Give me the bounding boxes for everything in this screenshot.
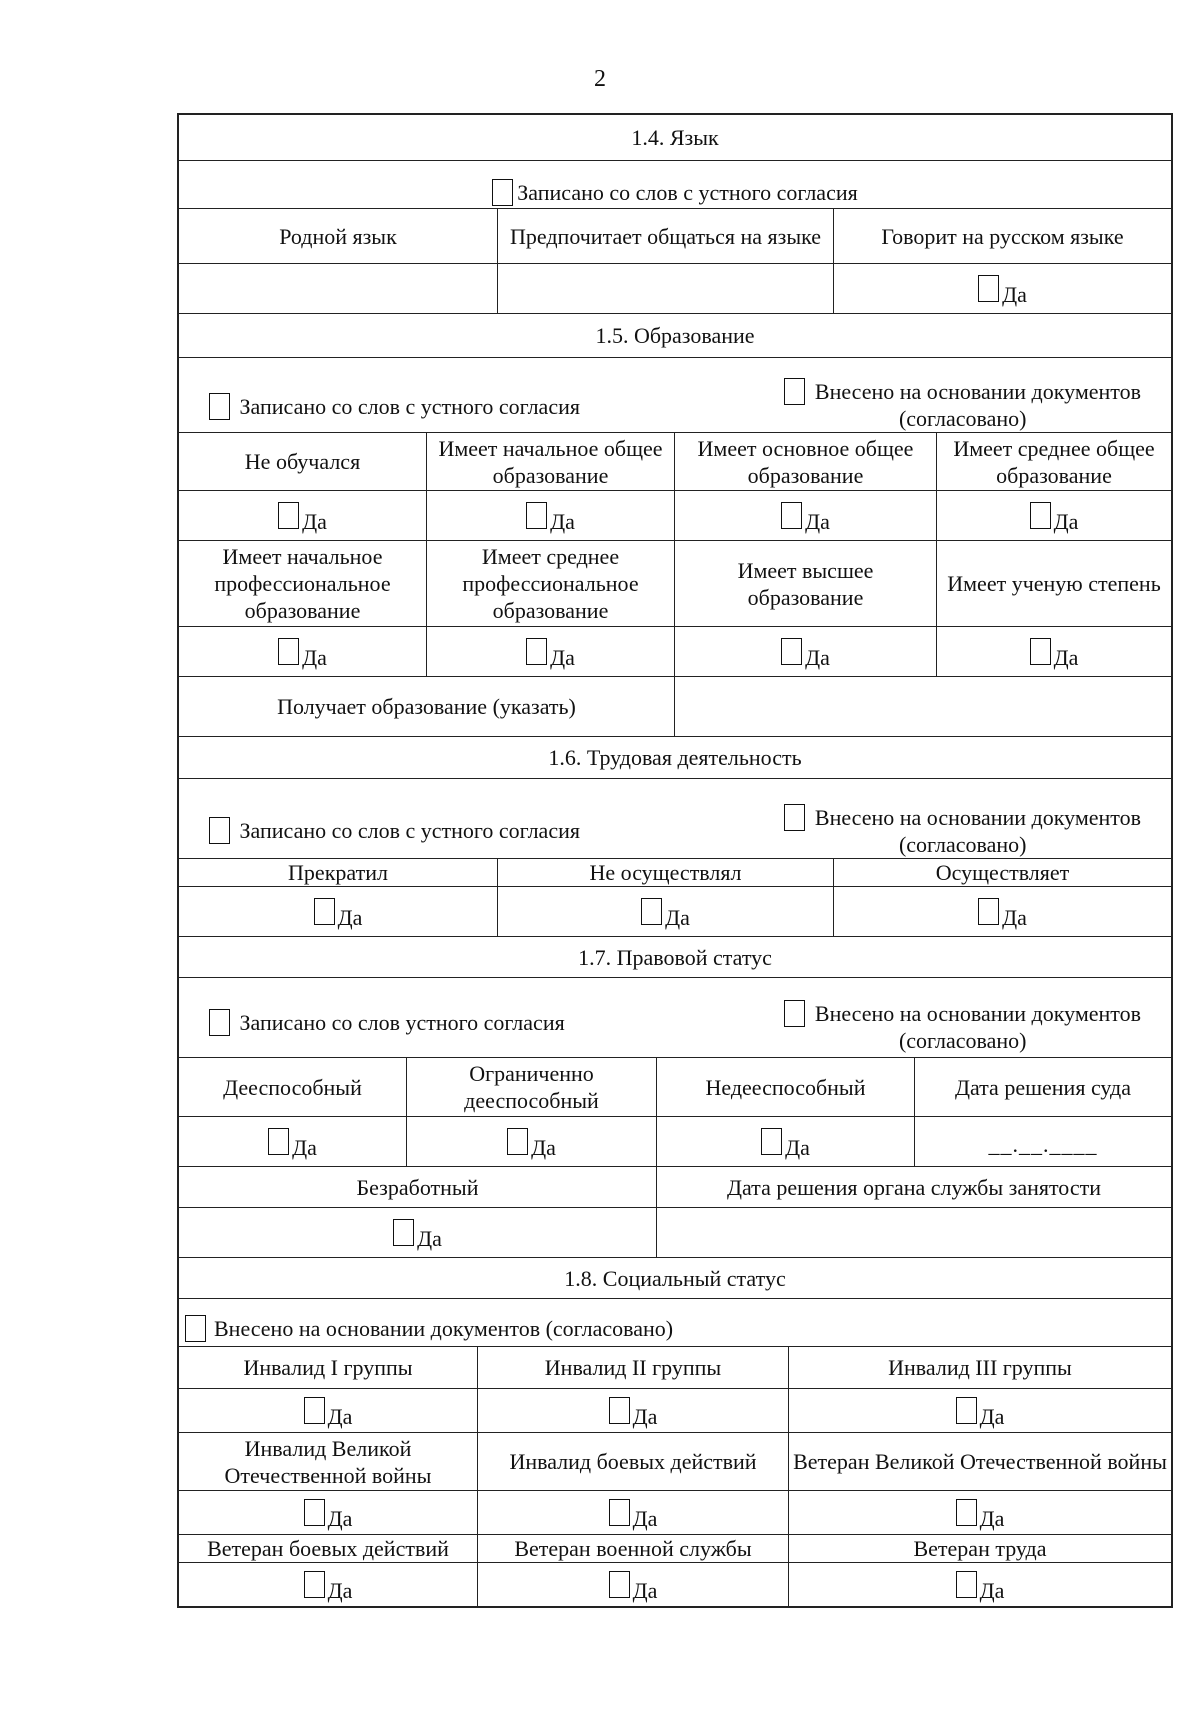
docs-consent-label: Внесено на основании документов	[814, 805, 1141, 830]
social-checkbox[interactable]	[304, 1397, 325, 1424]
page-number: 2	[594, 66, 606, 92]
native-language-header: Родной язык	[279, 223, 397, 249]
social-checkbox[interactable]	[609, 1571, 630, 1598]
social-checkbox[interactable]	[609, 1397, 630, 1424]
social-option-label: Инвалид боевых действий	[477, 1433, 788, 1490]
oral-consent-checkbox[interactable]	[209, 817, 230, 844]
court-date-field[interactable]: __.__.____	[988, 1132, 1098, 1157]
docs-consent-label: Внесено на основании документов (согласовано)	[214, 1316, 674, 1341]
section-title-social-status: 1.8. Социальный статус	[564, 1265, 786, 1291]
language-answer-row	[179, 263, 1171, 313]
unemployed-label: Безработный	[356, 1174, 479, 1200]
legal-option-label: Недееспособный	[656, 1058, 914, 1116]
oral-consent-label: Записано со слов с устного согласия	[239, 394, 580, 419]
oral-consent-checkbox[interactable]	[209, 393, 230, 420]
social-option-label: Инвалид III группы	[788, 1347, 1171, 1388]
legal-checkbox[interactable]	[268, 1128, 289, 1155]
education-checkbox[interactable]	[781, 638, 802, 665]
docs-consent-checkbox[interactable]	[185, 1315, 206, 1342]
native-language-field[interactable]	[179, 264, 497, 313]
legal-checkbox[interactable]	[761, 1128, 782, 1155]
social-checkbox[interactable]	[956, 1571, 977, 1598]
oral-consent-checkbox[interactable]	[209, 1009, 230, 1036]
language-header-row	[179, 208, 1171, 263]
section-title-employment: 1.6. Трудовая деятельность	[548, 745, 802, 770]
education-checkbox[interactable]	[1030, 502, 1051, 529]
social-checkbox[interactable]	[956, 1499, 977, 1526]
employment-option-label: Прекратил	[288, 860, 388, 885]
speaks-russian-checkbox[interactable]	[978, 275, 999, 302]
consent-label: Записано со слов с устного согласия	[517, 180, 858, 205]
employment-checkbox[interactable]	[314, 898, 335, 925]
social-option-label: Ветеран труда	[788, 1535, 1171, 1562]
court-date-label: Дата решения суда	[914, 1058, 1171, 1116]
docs-consent-checkbox[interactable]	[784, 1000, 805, 1027]
education-option-label: Имеет начальное общее образование	[426, 433, 674, 490]
social-option-label: Инвалид Великой Отечественной войны	[224, 1435, 432, 1488]
russian-language-header: Говорит на русском языке	[833, 209, 1171, 263]
legal-option-label: Дееспособный	[223, 1074, 362, 1100]
employment-option-label: Не осуществлял	[497, 859, 833, 886]
docs-consent-checkbox[interactable]	[784, 804, 805, 831]
education-checkbox[interactable]	[526, 502, 547, 529]
social-option-label: Инвалид I группы	[243, 1355, 413, 1380]
employment-option-label: Осуществляет	[833, 859, 1171, 886]
docs-consent-label: Внесено на основании документов	[814, 1000, 1141, 1026]
social-option-label: Ветеран Великой Отечественной войны	[788, 1433, 1171, 1490]
consent-row	[179, 357, 1171, 432]
oral-consent-label: Записано со слов с устного согласия	[239, 818, 580, 843]
social-option-label: Ветеран военной службы	[477, 1535, 788, 1562]
education-option-label: Имеет основное общее образование	[674, 433, 936, 490]
section-title-row	[179, 115, 1171, 160]
consent-checkbox[interactable]	[492, 179, 513, 206]
section-title-legal-status: 1.7. Правовой статус	[578, 944, 772, 970]
legal-option-label: Ограниченно дееспособный	[406, 1058, 656, 1116]
docs-consent-note: (согласовано)	[898, 1027, 1027, 1053]
consent-row	[179, 160, 1171, 208]
social-checkbox[interactable]	[609, 1499, 630, 1526]
unemployed-checkbox[interactable]	[393, 1219, 414, 1246]
oral-consent-label: Записано со слов устного согласия	[239, 1010, 565, 1035]
checkbox-label: Да	[1002, 282, 1027, 307]
social-checkbox[interactable]	[304, 1571, 325, 1598]
receiving-education-field[interactable]	[674, 677, 1171, 736]
consent-row	[179, 778, 1171, 858]
education-checkbox[interactable]	[278, 638, 299, 665]
consent-row	[179, 1298, 1171, 1346]
education-option-label: Имеет ученую степень	[936, 541, 1171, 626]
employment-service-date-label: Дата решения органа службы занятости	[656, 1167, 1171, 1207]
employment-checkbox[interactable]	[978, 898, 999, 925]
social-checkbox[interactable]	[956, 1397, 977, 1424]
education-option-label: Не обучался	[244, 449, 361, 474]
education-option-label: Имеет среднее общее образование	[936, 433, 1171, 490]
education-checkbox[interactable]	[1030, 638, 1051, 665]
legal-checkbox[interactable]	[507, 1128, 528, 1155]
questionnaire-form: 1.4. Язык Записано со слов с устного согласия Родной язык Предпочитает общаться на языке Говорит на русском языке Да 1.5. Образование Записано со слов с устного согласия Внесено на основании документов (согласовано) Не обучался Имеет начальное общее образование Имеет основное общее образование Имеет среднее общее образование Да Да Да Да Имеет начальное профессиональное образование Имеет среднее профессиональное образование Имеет высшее образование Имеет ученую степень Да Да Да Да Получает образование (указать) 1.6. Трудовая деятельность Записано со слов с устного согласия Внесено на основании документов (согласовано) Прекратил Не осуществлял Осуществляет Да Да Да 1.7. Правовой статус Записано со слов устного согласия Внесено на основании документов (согласовано) Дееспособный Ограниченно дееспособный Недееспособный Дата решения суда Да Да Да __.__.____ Безработный Дата решения органа службы занятости Да 1.8. Социальный статус Внесено на основании документов (согласовано) Инвалид I группы Инвалид II группы Инвалид III группы Да Да Да Инвалид Великой Отечественной войны Инвалид боевых действий Ветеран Великой Отечественной войны Да Да Да Ветеран боевых действий Ветеран военной службы Ветеран труда Да Да Да	[177, 113, 1173, 1608]
docs-consent-note: (согласовано)	[898, 832, 1027, 857]
education-checkbox[interactable]	[526, 638, 547, 665]
education-checkbox[interactable]	[278, 502, 299, 529]
docs-consent-label: Внесено на основании документов	[814, 379, 1141, 404]
receiving-education-label: Получает образование (указать)	[277, 694, 576, 719]
employment-checkbox[interactable]	[641, 898, 662, 925]
social-checkbox[interactable]	[304, 1499, 325, 1526]
education-option-label: Имеет среднее профессиональное образование	[426, 541, 674, 626]
section-title-education: 1.5. Образование	[595, 323, 755, 348]
social-option-label: Ветеран боевых действий	[207, 1536, 449, 1561]
education-option-label: Имеет начальное профессиональное образование	[214, 544, 391, 623]
employment-service-date-field[interactable]	[656, 1208, 1171, 1257]
preferred-language-header: Предпочитает общаться на языке	[497, 209, 833, 263]
docs-consent-note: (согласовано)	[898, 406, 1027, 431]
education-checkbox[interactable]	[781, 502, 802, 529]
docs-consent-checkbox[interactable]	[784, 378, 805, 405]
education-option-label: Имеет высшее образование	[674, 541, 936, 626]
preferred-language-field[interactable]	[497, 264, 833, 313]
section-title-language: 1.4. Язык	[631, 125, 719, 150]
consent-row	[179, 977, 1171, 1057]
social-option-label: Инвалид II группы	[477, 1347, 788, 1388]
